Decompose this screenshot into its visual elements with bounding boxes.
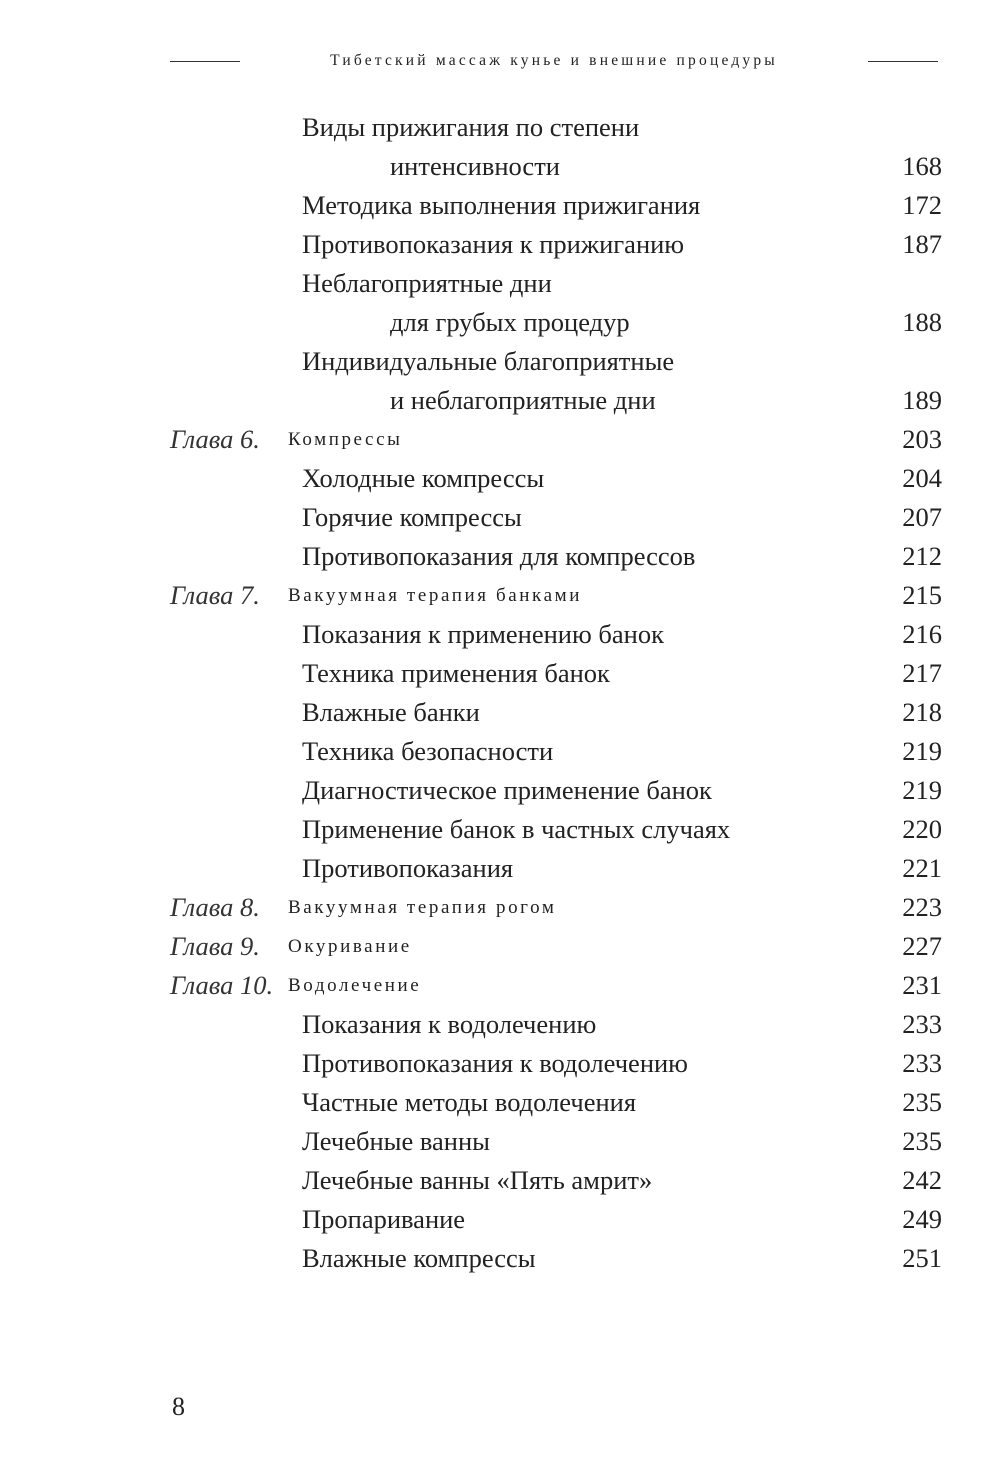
section-title: Лечебные ванны «Пять амрит» — [302, 1165, 653, 1195]
dot-leader — [664, 1161, 888, 1200]
section-entry[interactable] — [0, 537, 1000, 576]
section-entry[interactable] — [0, 693, 1000, 732]
toc-page-number: 215 — [902, 580, 942, 610]
chapter-title: Окуривание — [288, 936, 412, 957]
section-entry[interactable] — [0, 771, 1000, 810]
section-title: Влажные банки — [302, 697, 480, 727]
toc-page-number: 218 — [902, 697, 942, 727]
toc-page-number: 223 — [902, 892, 942, 922]
section-title-continuation: интенсивности — [390, 151, 560, 181]
section-entry-continuation[interactable] — [0, 147, 1000, 186]
dot-leader — [568, 888, 888, 927]
toc-page-number: 189 — [902, 385, 942, 415]
chapter-label: Глава 6. — [170, 424, 260, 454]
dot-leader — [642, 303, 888, 342]
toc-page-number: 235 — [902, 1087, 942, 1117]
toc-page-number: 204 — [902, 463, 942, 493]
section-entry[interactable] — [0, 1239, 1000, 1278]
section-title: Противопоказания — [302, 853, 514, 883]
toc-page-number: 219 — [902, 775, 942, 805]
section-title: Техника безопасности — [302, 736, 554, 766]
section-title: Влажные компрессы — [302, 1243, 536, 1273]
dot-leader — [724, 771, 888, 810]
chapter-entry[interactable] — [0, 927, 1000, 966]
section-title: Показания к применению банок — [302, 619, 664, 649]
dot-leader — [525, 849, 888, 888]
section-entry-first-line[interactable] — [0, 264, 1000, 303]
dot-leader — [608, 1005, 888, 1044]
chapter-entry[interactable] — [0, 966, 1000, 1005]
toc-page-number: 233 — [902, 1009, 942, 1039]
page-number: 8 — [172, 1392, 185, 1421]
chapter-label: Глава 8. — [170, 892, 260, 922]
chapter-label: Глава 9. — [170, 931, 260, 961]
toc-page-number: 216 — [902, 619, 942, 649]
dot-leader — [742, 810, 888, 849]
table-of-contents — [0, 108, 1000, 1278]
section-entry[interactable] — [0, 1200, 1000, 1239]
section-title: Виды прижигания по степени — [302, 112, 640, 142]
section-title: Методика выполнения прижигания — [302, 190, 701, 220]
dot-leader — [424, 927, 888, 966]
toc-page-number: 212 — [902, 541, 942, 571]
section-entry[interactable] — [0, 225, 1000, 264]
toc-page-number: 231 — [902, 970, 942, 1000]
dot-leader — [502, 1122, 888, 1161]
section-entry-first-line[interactable] — [0, 108, 1000, 147]
section-entry[interactable] — [0, 1044, 1000, 1083]
dot-leader — [622, 654, 888, 693]
section-entry[interactable] — [0, 1161, 1000, 1200]
dot-leader — [668, 381, 888, 420]
section-title: Противопоказания к прижиганию — [302, 229, 685, 259]
toc-page-number: 188 — [902, 307, 942, 337]
section-entry[interactable] — [0, 459, 1000, 498]
section-entry[interactable] — [0, 186, 1000, 225]
section-title: Противопоказания для компрессов — [302, 541, 696, 571]
section-entry[interactable] — [0, 1122, 1000, 1161]
section-title: Холодные компрессы — [302, 463, 545, 493]
section-entry[interactable] — [0, 615, 1000, 654]
dot-leader — [556, 459, 888, 498]
section-title: Применение банок в частных случаях — [302, 814, 731, 844]
toc-page-number: 203 — [902, 424, 942, 454]
dot-leader — [572, 147, 888, 186]
section-entry[interactable] — [0, 732, 1000, 771]
chapter-title: Водолечение — [288, 975, 422, 996]
section-title: Неблагоприятные дни — [302, 268, 552, 298]
section-title: Индивидуальные благоприятные — [302, 346, 675, 376]
dot-leader — [415, 420, 889, 459]
section-title: Частные методы водолечения — [302, 1087, 637, 1117]
dot-leader — [696, 225, 888, 264]
dot-leader — [594, 576, 888, 615]
section-title-continuation: и неблагоприятные дни — [390, 385, 656, 415]
toc-page-number: 207 — [902, 502, 942, 532]
toc-page-number: 235 — [902, 1126, 942, 1156]
section-title: Техника применения банок — [302, 658, 610, 688]
chapter-entry[interactable] — [0, 576, 1000, 615]
chapter-title: Вакуумная терапия банками — [288, 585, 583, 606]
toc-page-number: 227 — [902, 931, 942, 961]
section-title: Показания к водолечению — [302, 1009, 597, 1039]
toc-page-number: 187 — [902, 229, 942, 259]
section-entry[interactable] — [0, 1083, 1000, 1122]
section-title: Противопоказания к водолечению — [302, 1048, 688, 1078]
running-head — [170, 46, 938, 76]
toc-page-number: 249 — [902, 1204, 942, 1234]
section-entry-continuation[interactable] — [0, 303, 1000, 342]
toc-page-number: 217 — [902, 658, 942, 688]
section-entry[interactable] — [0, 810, 1000, 849]
dot-leader — [548, 1239, 888, 1278]
section-title-continuation: для грубых процедур — [390, 307, 630, 337]
chapter-entry[interactable] — [0, 420, 1000, 459]
dot-leader — [477, 1200, 888, 1239]
running-head-rule-right — [868, 61, 938, 62]
section-entry-first-line[interactable] — [0, 342, 1000, 381]
dot-leader — [492, 693, 888, 732]
section-entry-continuation[interactable] — [0, 381, 1000, 420]
section-entry[interactable] — [0, 654, 1000, 693]
toc-page-number: 221 — [902, 853, 942, 883]
chapter-label: Глава 10. — [170, 970, 274, 1000]
chapter-title: Вакуумная терапия рогом — [288, 897, 557, 918]
dot-leader — [648, 1083, 888, 1122]
section-entry[interactable] — [0, 849, 1000, 888]
dot-leader — [433, 966, 888, 1005]
dot-leader — [707, 537, 888, 576]
running-head-rule-left — [170, 61, 240, 62]
toc-page-number: 242 — [902, 1165, 942, 1195]
chapter-title: Компрессы — [288, 429, 403, 450]
dot-leader — [712, 186, 888, 225]
section-entry[interactable] — [0, 1005, 1000, 1044]
section-title: Лечебные ванны — [302, 1126, 490, 1156]
toc-page-number: 220 — [902, 814, 942, 844]
dot-leader — [534, 498, 888, 537]
section-title: Горячие компрессы — [302, 502, 522, 532]
section-title: Пропаривание — [302, 1204, 466, 1234]
toc-page-number: 219 — [902, 736, 942, 766]
dot-leader — [565, 732, 888, 771]
toc-page-number: 251 — [902, 1243, 942, 1273]
section-title: Диагностическое применение банок — [302, 775, 712, 805]
toc-page-number: 233 — [902, 1048, 942, 1078]
running-head-title: Тибетский массаж кунье и внешние процедуры — [330, 52, 778, 69]
dot-leader — [700, 1044, 888, 1083]
toc-page-number: 172 — [902, 190, 942, 220]
toc-page-number: 168 — [902, 151, 942, 181]
section-entry[interactable] — [0, 498, 1000, 537]
chapter-entry[interactable] — [0, 888, 1000, 927]
dot-leader — [676, 615, 888, 654]
chapter-label: Глава 7. — [170, 580, 260, 610]
